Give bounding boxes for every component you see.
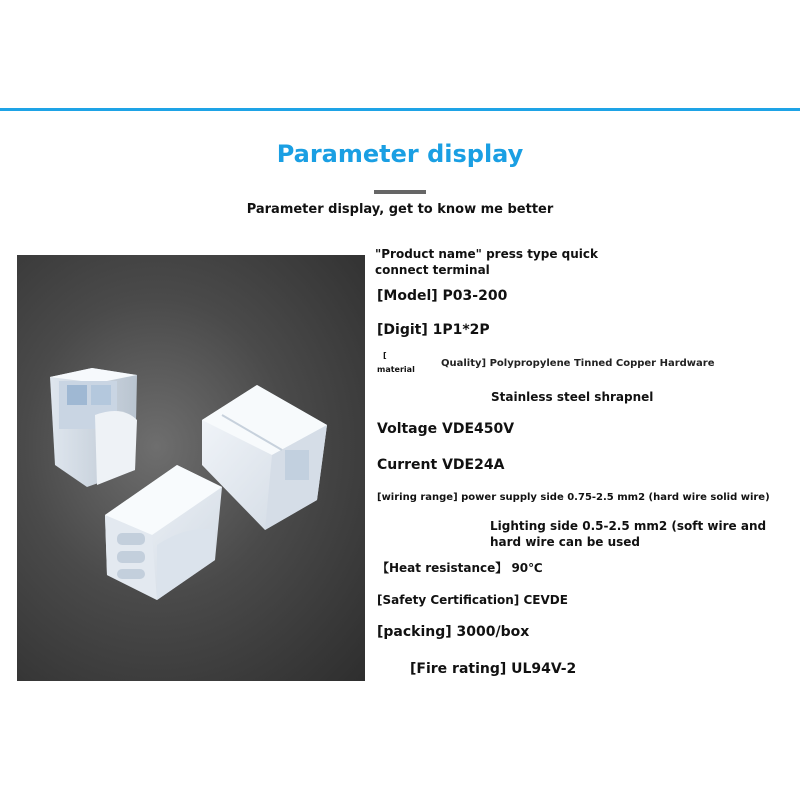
spec-product-name: "Product name" press type quick connect terminal xyxy=(375,247,598,277)
terminal-connectors-illustration xyxy=(17,255,365,681)
spec-current: Current VDE24A xyxy=(377,457,505,473)
spec-material-bracket: [ xyxy=(383,351,387,360)
connector-front xyxy=(105,465,222,600)
spec-packing: [packing] 3000/box xyxy=(377,624,530,640)
spec-heat-resistance: 【Heat resistance】 90℃ xyxy=(377,561,543,575)
top-accent-line xyxy=(0,108,800,111)
spec-wiring-range: [wiring range] power supply side 0.75-2.5 mm2 (hard wire solid wire) xyxy=(377,492,770,503)
spec-shrapnel: Stainless steel shrapnel xyxy=(491,390,654,404)
page-title: Parameter display xyxy=(276,140,524,168)
spec-material-value: Quality] Polypropylene Tinned Copper Hardware xyxy=(441,358,715,369)
spec-fire-rating: [Fire rating] UL94V-2 xyxy=(410,661,577,677)
spec-material-label: material xyxy=(377,365,415,374)
spec-voltage: Voltage VDE450V xyxy=(377,421,515,437)
spec-digit: [Digit] 1P1*2P xyxy=(377,322,490,338)
spec-safety: [Safety Certification] CEVDE xyxy=(377,593,568,607)
title-divider xyxy=(374,190,426,194)
spec-lighting-side: Lighting side 0.5-2.5 mm2 (soft wire and hard wire can be used xyxy=(490,519,767,549)
connector-right xyxy=(202,385,327,530)
page-subtitle: Parameter display, get to know me better xyxy=(246,202,554,217)
connector-left xyxy=(50,368,137,487)
spec-model: [Model] P03-200 xyxy=(377,288,508,304)
product-photo xyxy=(17,255,365,681)
